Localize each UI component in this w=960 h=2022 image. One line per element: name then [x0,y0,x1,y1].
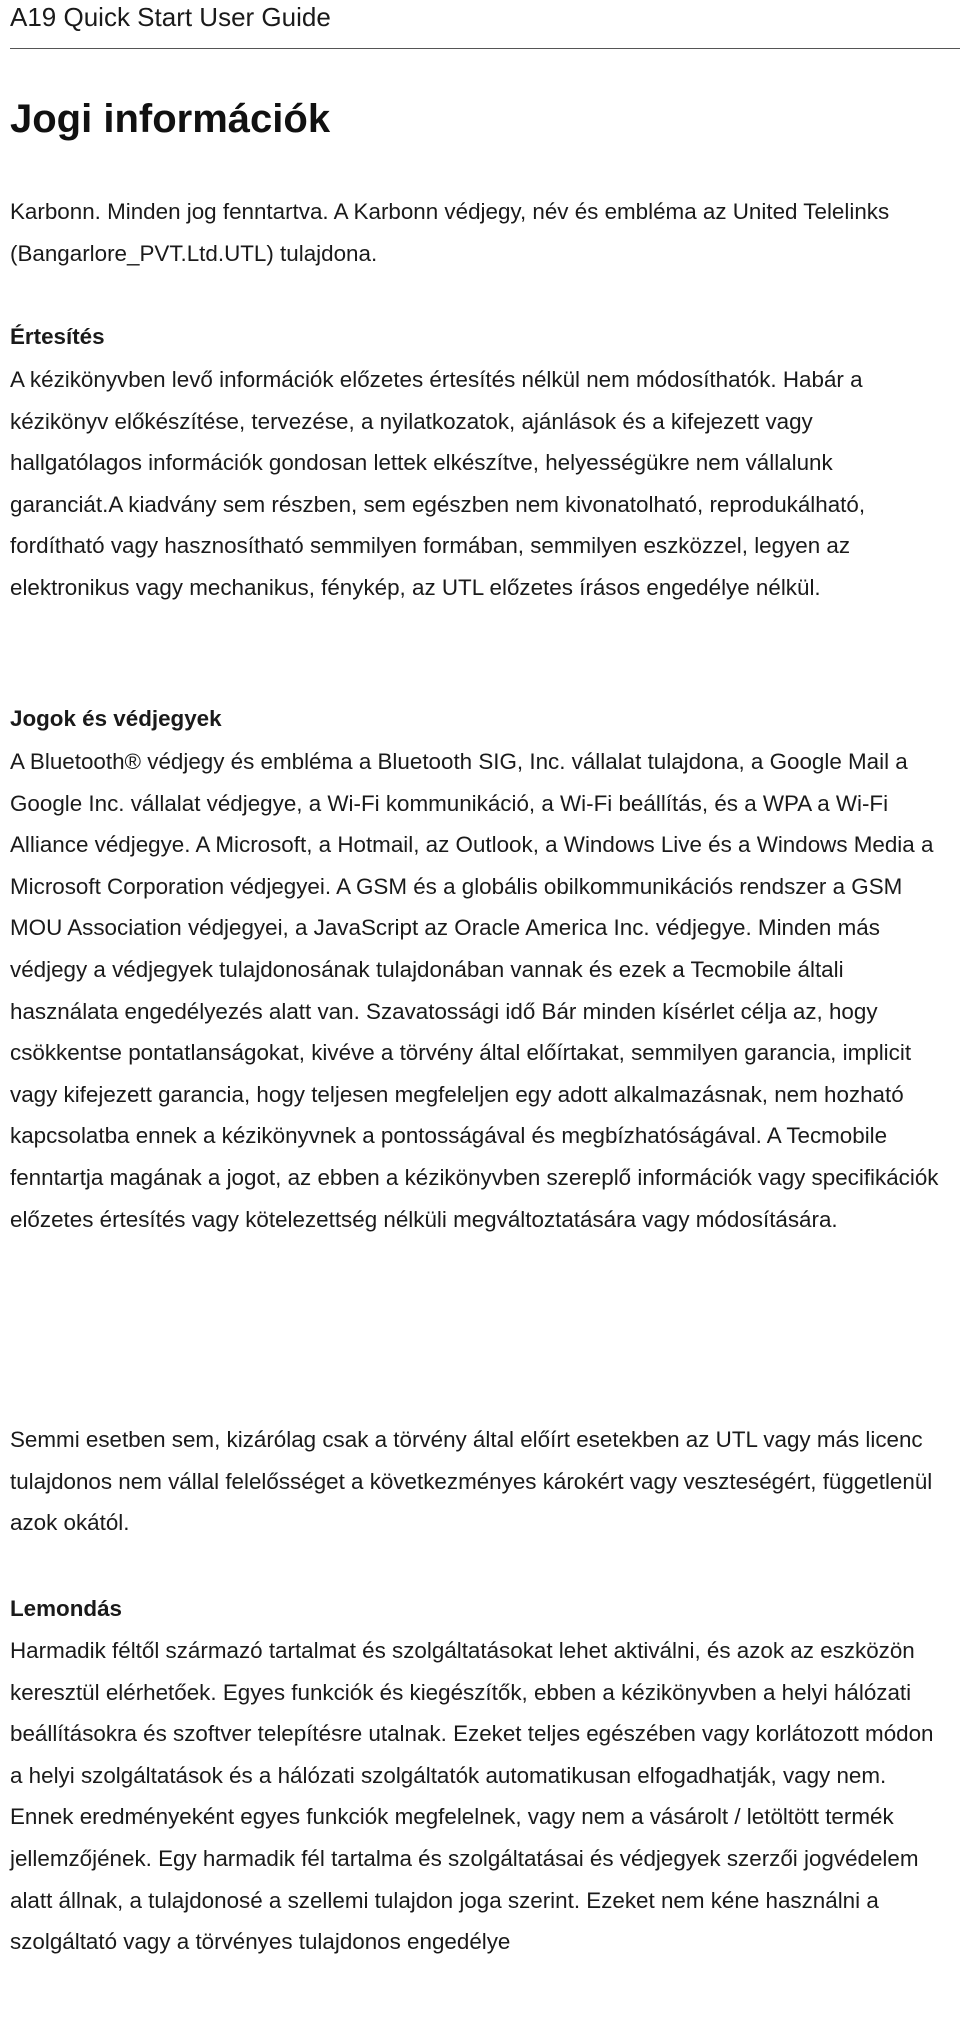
running-header: A19 Quick Start User Guide [10,2,331,32]
notice-paragraph: A kézikönyvben levő információk előzetes értesítés nélkül nem módosíthatók. Habár a kézikönyv előkészítése, tervezése, a nyilatkozatok, ajánlások és a kifejezett vagy hallgatólagos információk gondosan lettek elkészítve, helyességükre nem vállalunk garanciát.A kiadvány sem részben, sem egészben nem kivonatolható, reprodukálható, fordítható vagy hasznosítható semmilyen formában, semmilyen eszközzel, legyen az elektronikus vagy mechanikus, fénykép, az UTL előzetes írásos engedélye nélkül. [10,367,866,600]
disclaimer-paragraph: Harmadik féltől származó tartalmat és szolgáltatásokat lehet aktiválni, és azok az eszközön keresztül elérhetőek. Egyes funkciók és kiegészítők, ebben a kézikönyvben a helyi hálózati beállításokra és szoftver telepítésre utalnak. Ezeket teljes egészében vagy korlátozott módon a helyi szolgáltatások és a hálózati szolgáltatók automatikusan elfogadhatják, vagy nem. Ennek eredményeként egyes funkciók megfelelnek, vagy nem a vásárolt / letöltött termék jellemzőjének. Egy harmadik fél tartalma és szolgáltatásai és védjegyek szerzői jogvédelem alatt állnak, a tulajdonosé a szellemi tulajdon joga szerint. Ezeket nem kéne használni a szolgáltató vagy a törvényes tulajdonos engedélye [10,1638,934,1955]
copyright-paragraph: Karbonn. Minden jog fenntartva. A Karbonn védjegy, név és embléma az United Telelinks (Bangarlore_PVT.Ltd.UTL) tulajdona. [10,199,890,266]
page-title: Jogi információk [10,97,331,141]
liability-paragraph: Semmi esetben sem, kizárólag csak a törvény által előírt esetekben az UTL vagy más licenc tulajdonos nem vállal felelősséget a következményes károkért vagy veszteségért, függetlenül azok okától. [10,1427,933,1536]
header-divider [10,48,960,49]
disclaimer-heading: Lemondás [10,1596,122,1621]
trademarks-heading: Jogok és védjegyek [10,706,222,731]
trademarks-paragraph: A Bluetooth® védjegy és embléma a Bluetooth SIG, Inc. vállalat tulajdona, a Google Mail a Google Inc. vállalat védjegye, a Wi-Fi kommunikáció, a Wi-Fi beállítás, és a WPA a Wi-Fi Alliance védjegye. A Microsoft, a Hotmail, az Outlook, a Windows Live és a Windows Media a Microsoft Corporation védjegyei. A GSM és a globális obilkommunikációs rendszer a GSM MOU Association védjegyei, a JavaScript az Oracle America Inc. védjegye. Minden más védjegy a védjegyek tulajdonosának tulajdonában vannak és ezek a Tecmobile általi használata engedélyezés alatt van. Szavatossági idő Bár minden kísérlet célja az, hogy csökkentse pontatlanságokat, kivéve a törvény által előírtakat, semmilyen garancia, implicit vagy kifejezett garancia, hogy teljesen megfeleljen egy adott alkalmazásnak, nem hozható kapcsolatba ennek a kézikönyvnek a pontosságával és megbízhatóságával. A Tecmobile fenntartja magának a jogot, az ebben a kézikönyvben szereplő információk vagy specifikációk előzetes értesítés vagy kötelezettség nélküli megváltoztatására vagy módosítására. [10,749,939,1232]
notice-heading: Értesítés [10,324,105,349]
